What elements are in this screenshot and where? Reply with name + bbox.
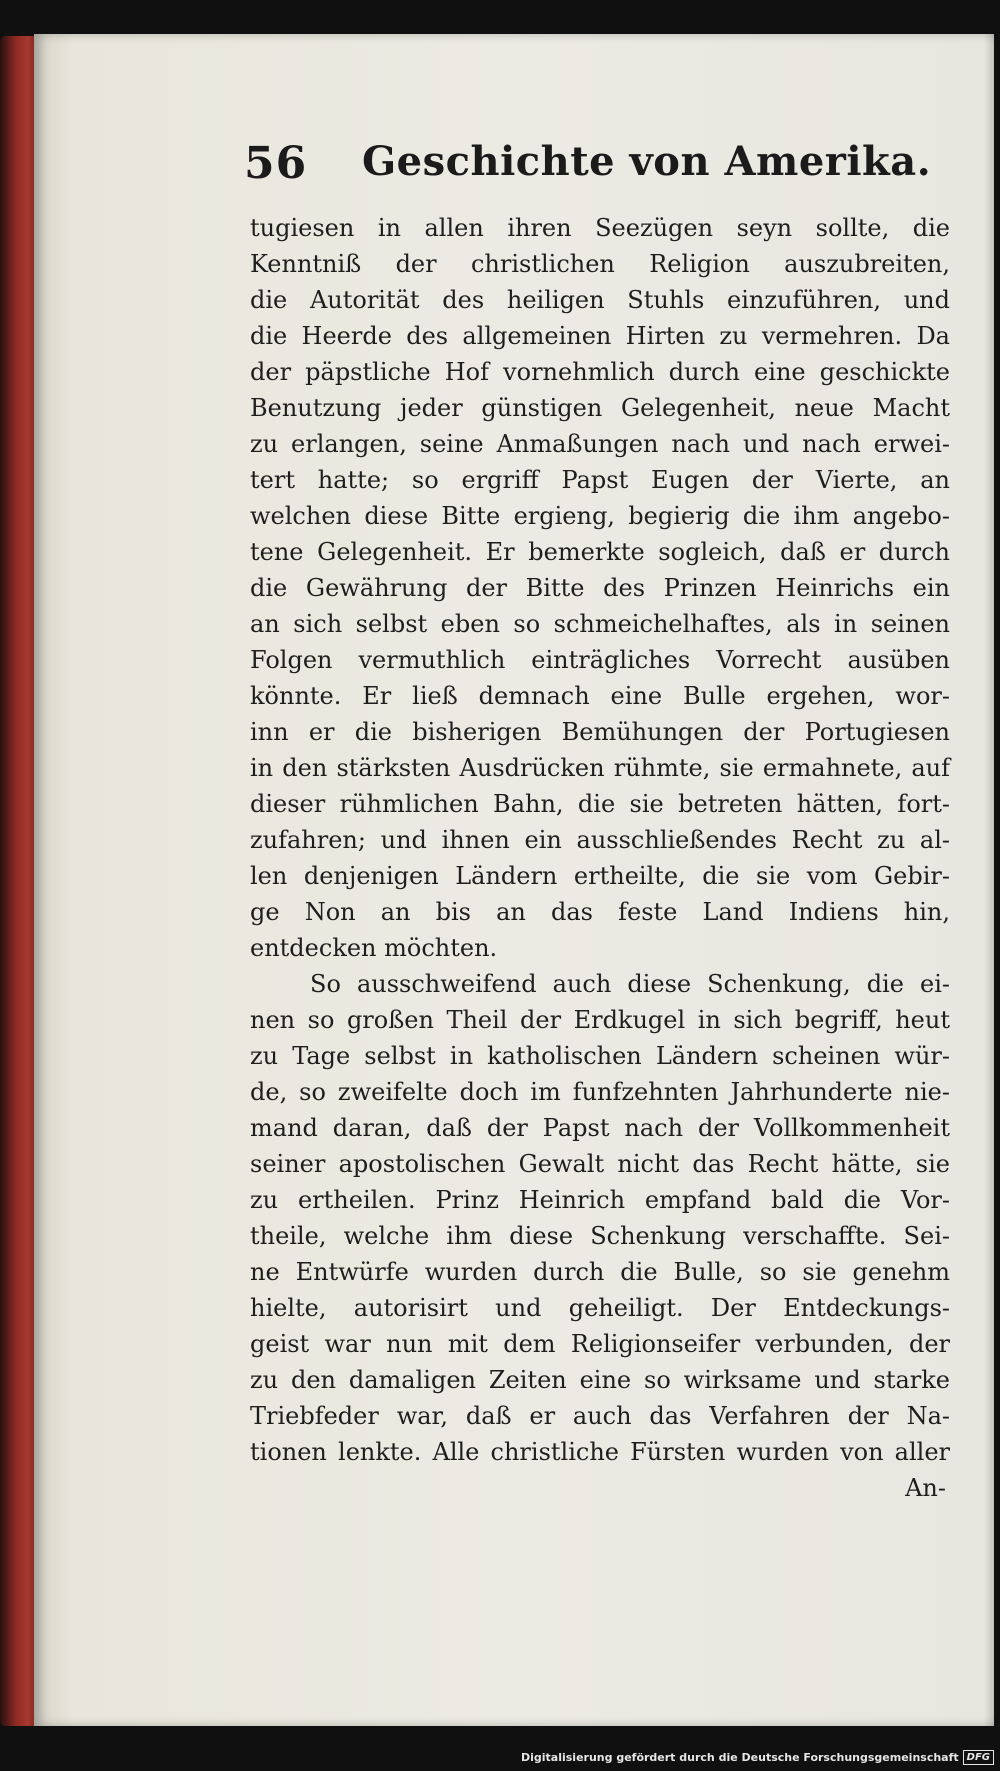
text-line: die Gewährung der Bitte des Prinzen Heinrichs ein: [250, 574, 950, 602]
text-line: tionen lenkte. Alle christliche Fürsten wurden von aller: [250, 1438, 950, 1466]
text-line: Folgen vermuthlich einträgliches Vorrecht ausüben: [250, 646, 950, 674]
page-number: 56: [244, 138, 308, 189]
text-line: zu erlangen, seine Anmaßungen nach und nach erwei-: [250, 430, 950, 458]
text-line: hielte, autorisirt und geheiligt. Der Entdeckungs-: [250, 1294, 950, 1322]
text-line: geist war nun mit dem Religionseifer verbunden, der: [250, 1330, 950, 1358]
text-line: zu Tage selbst in katholischen Ländern scheinen wür-: [250, 1042, 950, 1070]
text-line: seiner apostolischen Gewalt nicht das Recht hätte, sie: [250, 1150, 950, 1178]
text-line: die Heerde des allgemeinen Hirten zu vermehren. Da: [250, 322, 950, 350]
catchword: An-: [905, 1474, 946, 1502]
text-line: tert hatte; so ergriff Papst Eugen der Vierte, an: [250, 466, 950, 494]
text-line: theile, welche ihm diese Schenkung verschaffte. Sei-: [250, 1222, 950, 1250]
text-line: tugiesen in allen ihren Seezügen seyn sollte, die: [250, 214, 950, 242]
text-line: der päpstliche Hof vornehmlich durch eine geschickte: [250, 358, 950, 386]
text-line: len denjenigen Ländern ertheilte, die sie vom Gebir-: [250, 862, 950, 890]
text-line: Benutzung jeder günstigen Gelegenheit, neue Macht: [250, 394, 950, 422]
text-line: dieser rühmlichen Bahn, die sie betreten hätten, fort-: [250, 790, 950, 818]
running-title: Geschichte von Amerika.: [362, 138, 932, 185]
text-line: nen so großen Theil der Erdkugel in sich begriff, heut: [250, 1006, 950, 1034]
text-line: mand daran, daß der Papst nach der Vollkommenheit: [250, 1114, 950, 1142]
page-shadow: [984, 34, 994, 1726]
text-line: könnte. Er ließ demnach eine Bulle ergehen, wor-: [250, 682, 950, 710]
text-line: zu den damaligen Zeiten eine so wirksame und starke: [250, 1366, 950, 1394]
text-line: in den stärksten Ausdrücken rühmte, sie ermahnete, auf: [250, 754, 950, 782]
text-line: de, so zweifelte doch im funfzehnten Jahrhunderte nie-: [250, 1078, 950, 1106]
text-line: entdecken möchten.: [250, 934, 498, 962]
text-line: inn er die bisherigen Bemühungen der Portugiesen: [250, 718, 950, 746]
text-line: Kenntniß der christlichen Religion auszubreiten,: [250, 250, 950, 278]
text-line: So ausschweifend auch diese Schenkung, die ei-: [310, 970, 950, 998]
text-line: die Autorität des heiligen Stuhls einzuführen, und: [250, 286, 950, 314]
running-header: [244, 110, 932, 190]
dfg-logo: DFG: [963, 1750, 994, 1765]
text-line: tene Gelegenheit. Er bemerkte sogleich, daß er durch: [250, 538, 950, 566]
text-line: ge Non an bis an das feste Land Indiens hin,: [250, 898, 950, 926]
text-line: zufahren; und ihnen ein ausschließendes Recht zu al-: [250, 826, 950, 854]
text-line: Triebfeder war, daß er auch das Verfahren der Na-: [250, 1402, 950, 1430]
digitization-credit: [521, 1749, 994, 1765]
text-line: ne Entwürfe wurden durch die Bulle, so sie genehm: [250, 1258, 950, 1286]
body-text: [250, 210, 950, 1506]
text-line: an sich selbst eben so schmeichelhaftes, als in seinen: [250, 610, 950, 638]
text-line: zu ertheilen. Prinz Heinrich empfand bald die Vor-: [250, 1186, 950, 1214]
credit-text: Digitalisierung gefördert durch die Deutsche Forschungsgemeinschaft: [520, 1750, 959, 1764]
text-line: welchen diese Bitte ergieng, begierig die ihm angebo-: [250, 502, 950, 530]
